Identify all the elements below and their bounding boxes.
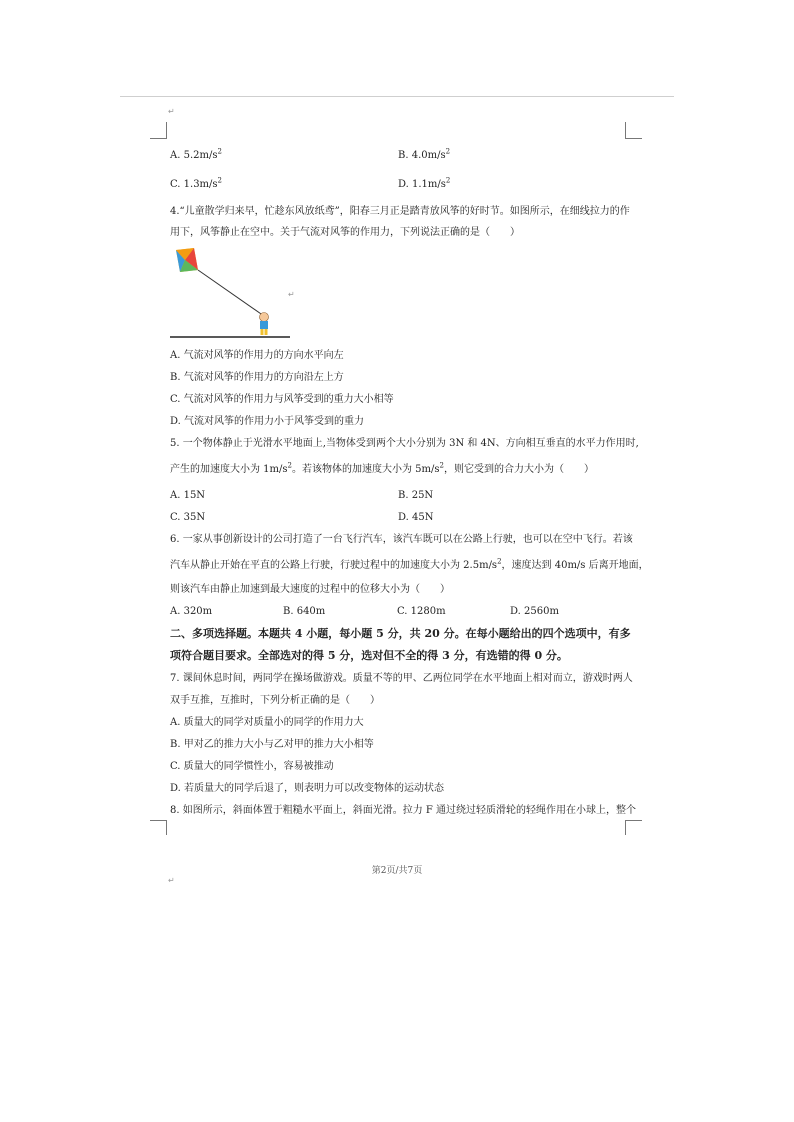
crop-mark-bottom-right <box>625 820 642 835</box>
crop-mark-top-right <box>625 122 642 139</box>
section-heading-line2: 项符合题目要求。全部选对的得 5 分，选对但不全的得 3 分，有选错的得 0 分。 <box>170 649 568 662</box>
q7-option-a: A. 质量大的同学对质量小的同学的作用力大 <box>170 717 364 728</box>
q6-stem-line2: 汽车从静止开始在平直的公路上行驶，行驶过程中的加速度大小为 $2.5m/s^2$，速度达到 40m/s 后离开地面， <box>170 557 649 571</box>
q6-option-d: D. 2560m <box>510 606 559 617</box>
q4-option-d: D. 气流对风筝的作用力小于风筝受到的重力 <box>170 416 365 427</box>
q5-stem-line2: 产生的加速度大小为 $1m/s^2$。若该物体的加速度大小为 $5m/s^2$，则它受到的合力大小为（ ） <box>170 461 594 475</box>
q4-option-c: C. 气流对风筝的作用力与风筝受到的重力大小相等 <box>170 394 394 405</box>
kite-figure <box>168 244 298 342</box>
paragraph-mark: ↵ <box>168 876 175 885</box>
q7-option-d: D. 若质量大的同学后退了，则表明力可以改变物体的运动状态 <box>170 783 445 794</box>
kite-icon <box>176 248 198 272</box>
header-rule <box>120 96 674 97</box>
option-d: D. $1.1m/s^2$ <box>398 176 451 190</box>
crop-mark-bottom-left <box>150 820 167 835</box>
q4-option-a: A. 气流对风筝的作用力的方向水平向左 <box>170 350 344 361</box>
q7-stem-line2: 双手互推，互推时，下列分析正确的是（ ） <box>170 695 380 706</box>
q7-option-c: C. 质量大的同学惯性小，容易被推动 <box>170 761 334 772</box>
q5-option-d: D. 45N <box>398 512 434 523</box>
q4-stem-line2: 用下，风筝静止在空中。关于气流对风筝的作用力，下列说法正确的是（ ） <box>170 227 520 238</box>
option-b: B. $4.0m/s^2$ <box>398 147 451 161</box>
q5-option-c: C. 35N <box>170 512 206 523</box>
q8-stem-line1: 8. 如图所示，斜面体置于粗糙水平面上，斜面光滑。拉力 F 通过绕过轻质滑轮的轻绳作用在小球上，整个 <box>170 805 637 816</box>
page-footer: 第2页/共7页 <box>371 866 423 876</box>
paragraph-mark: ↵ <box>168 107 175 116</box>
q7-option-b: B. 甲对乙的推力大小与乙对甲的推力大小相等 <box>170 739 374 750</box>
q4-option-b: B. 气流对风筝的作用力的方向沿左上方 <box>170 372 344 383</box>
q6-option-a: A. 320m <box>170 606 213 617</box>
q5-option-b: B. 25N <box>398 490 434 501</box>
option-c: C. $1.3m/s^2$ <box>170 176 223 190</box>
q7-stem-line1: 7. 课间休息时间，两同学在操场做游戏。质量不等的甲、乙两位同学在水平地面上相对而立，游戏时两人 <box>170 673 633 684</box>
child-figure-icon <box>260 313 269 336</box>
q4-stem-line1: 4.“儿童散学归来早，忙趁东风放纸鸢”，阳春三月正是踏青放风筝的好时节。如图所示，在细线拉力的作 <box>170 206 630 217</box>
q6-stem-line3: 则该汽车由静止加速到最大速度的过程中的位移大小为（ ） <box>170 584 450 595</box>
section-heading-line1: 二、多项选择题。本题共 4 小题，每小题 5 分，共 20 分。在每小题给出的四个选项中，有多 <box>170 627 631 640</box>
kite-string <box>198 270 264 316</box>
paragraph-mark: ↵ <box>288 290 295 299</box>
q5-option-a: A. 15N <box>170 490 206 501</box>
q6-option-b: B. 640m <box>283 606 326 617</box>
q6-stem-line1: 6. 一家从事创新设计的公司打造了一台飞行汽车，该汽车既可以在公路上行驶，也可以在空中飞行。若该 <box>170 534 633 545</box>
q5-stem-line1: 5. 一个物体静止于光滑水平地面上,当物体受到两个大小分别为 3N 和 4N、方向相互垂直的水平力作用时, <box>170 438 639 449</box>
crop-mark-top-left <box>150 122 167 139</box>
option-a: A. $5.2m/s^2$ <box>170 147 222 161</box>
q6-option-c: C. 1280m <box>397 606 446 617</box>
